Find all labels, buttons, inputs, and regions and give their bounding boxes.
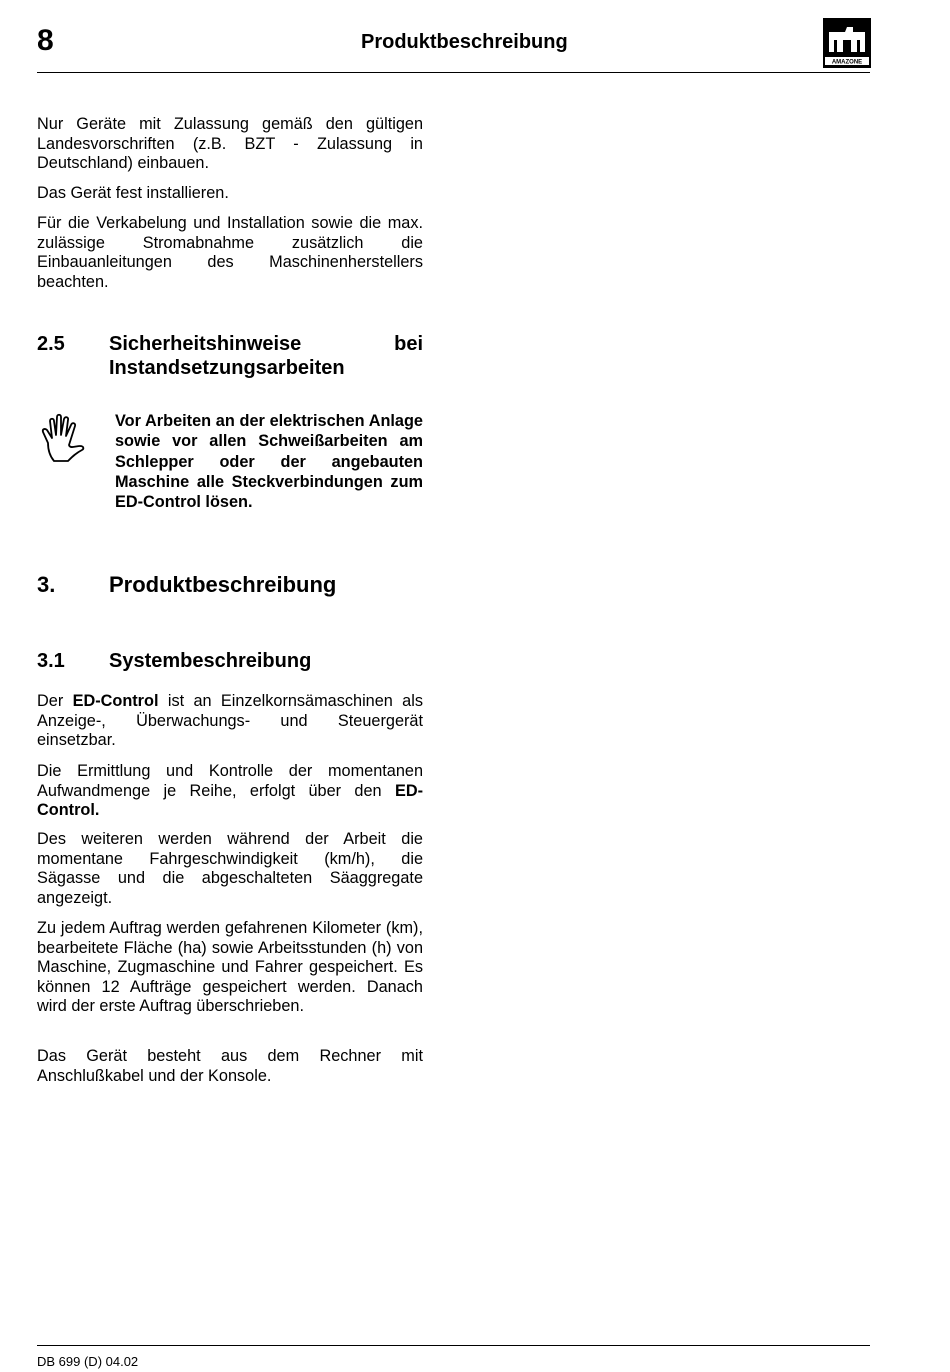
intro-paragraph-2: Das Gerät fest installieren. — [37, 184, 229, 202]
system-paragraph-5: Das Gerät besteht aus dem Rechner mit Anschlußkabel und der Konsole. — [37, 1047, 423, 1085]
svg-text:AMAZONE: AMAZONE — [831, 59, 863, 66]
system-paragraph-1: Der ED-Control ist an Einzelkornsämaschinen als Anzeige-, Überwachungs- und Steuergerät einsetzbar. — [37, 692, 423, 750]
intro-paragraph-1: Nur Geräte mit Zulassung gemäß den gültigen Landesvorschriften (z.B. BZT - Zulassung in Deutschland) einbauen. — [37, 115, 423, 173]
amazone-logo — [823, 18, 871, 68]
safety-warning-text: Vor Arbeiten an der elektrischen Anlage sowie vor allen Schweißarbeiten am Schlepper oder der angebauten Maschine alle Steckverbindungen zum ED-Control lösen. — [115, 412, 423, 512]
product-name: ED-Control — [72, 692, 159, 710]
page-header-title: Produktbeschreibung — [361, 31, 568, 53]
section-number: 3. — [37, 572, 56, 597]
section-number: 3.1 — [37, 650, 65, 672]
footer-rule — [37, 1345, 870, 1346]
page-number: 8 — [37, 24, 54, 57]
document-id: DB 699 (D) 04.02 — [37, 1354, 139, 1369]
hand-stop-icon — [40, 413, 88, 465]
product-name: ED-Control. — [37, 781, 423, 820]
section-number: 2.5 — [37, 333, 65, 355]
section-title: Systembeschreibung — [109, 650, 312, 672]
section-title: Sicherheitshinweise bei Instandsetzungsarbeiten — [109, 333, 423, 379]
section-title: Produktbeschreibung — [109, 572, 337, 597]
system-paragraph-3: Des weiteren werden während der Arbeit die momentane Fahrgeschwindigkeit (km/h), die Sägasse und die abgeschalteten Säaggregate angezeigt. — [37, 830, 423, 907]
system-paragraph-4: Zu jedem Auftrag werden gefahrenen Kilometer (km), bearbeitete Fläche (ha) sowie Arbeitsstunden (h) von Maschine, Zugmaschine und Fahrer gespeichert. Es können 12 Aufträge gespeichert werden. Danach wird der erste Auftrag überschrieben. — [37, 919, 423, 1016]
intro-paragraph-3: Für die Verkabelung und Installation sowie die max. zulässige Stromabnahme zusätzlich die Einbauanleitungen des Maschinenherstellers beachten. — [37, 214, 423, 291]
section-2-5-heading — [37, 332, 423, 382]
system-paragraph-2: Die Ermittlung und Kontrolle der momentanen Aufwandmenge je Reihe, erfolgt über den ED-Control. — [37, 762, 423, 820]
header-rule — [37, 72, 870, 73]
